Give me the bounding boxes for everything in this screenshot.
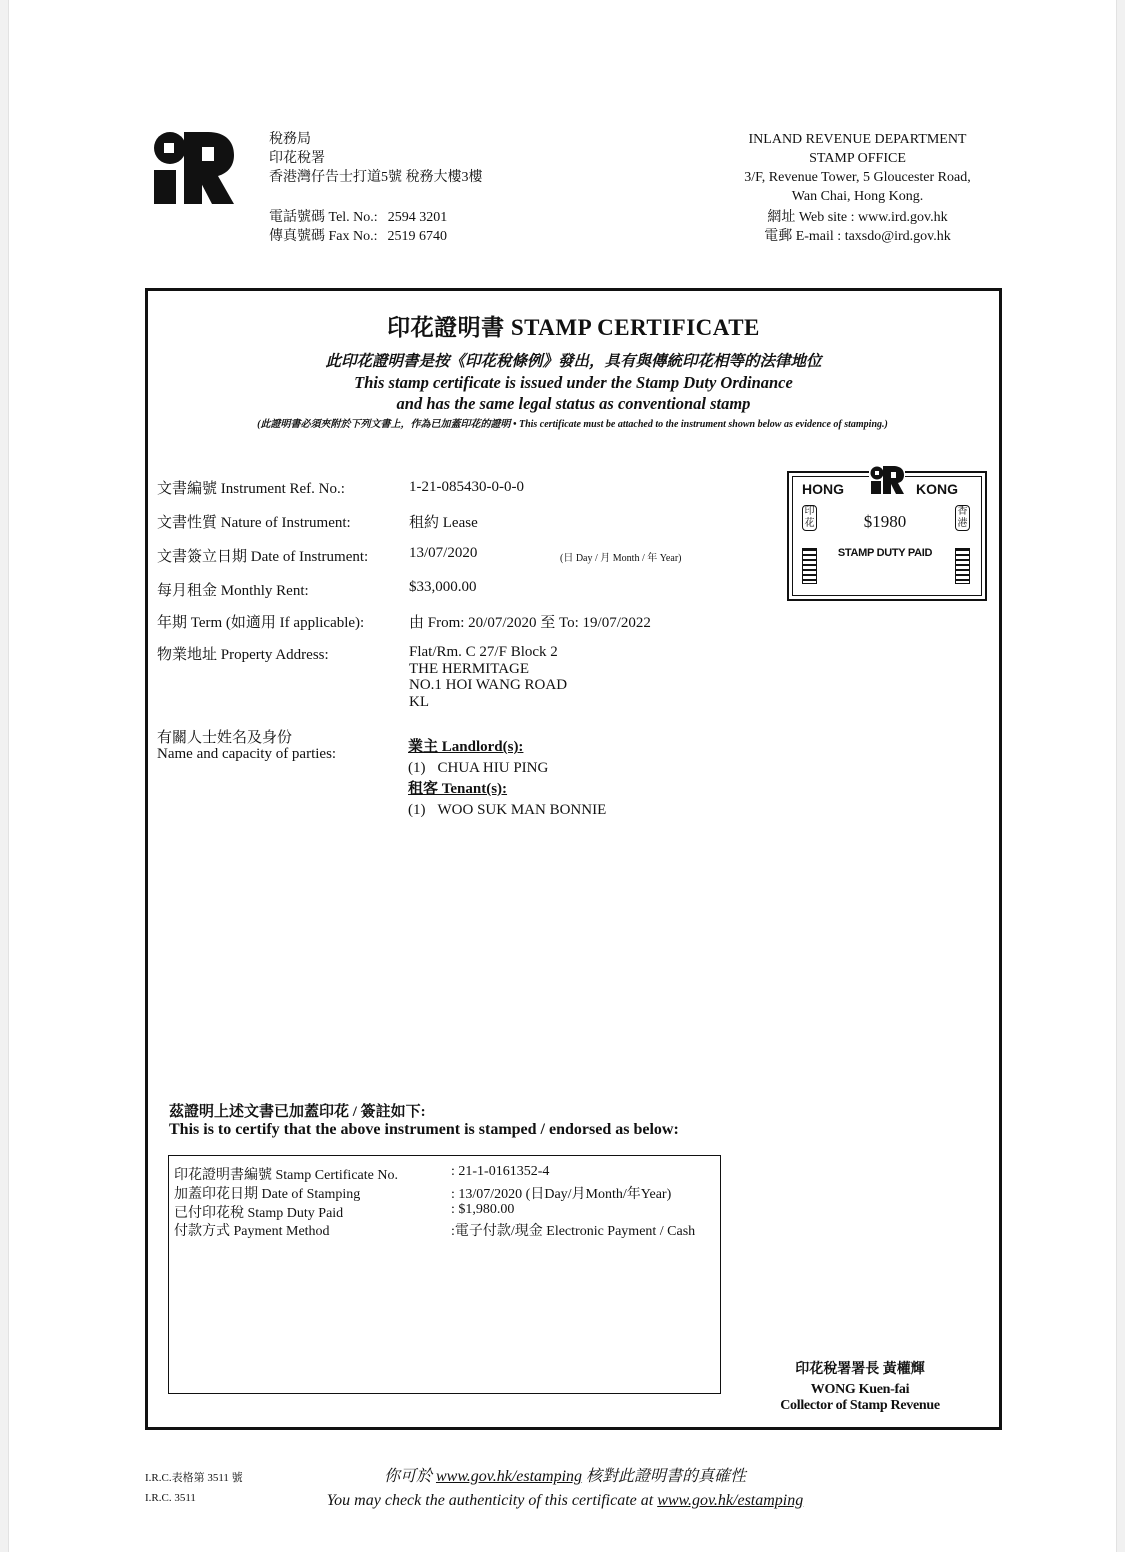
signatory <box>770 1382 950 1414</box>
tenant-item <box>408 800 618 821</box>
stamping-row-key: 付款方式 Payment Method <box>174 1224 330 1239</box>
date-format-hint: (日 Day / 月 Month / 年 Year) <box>560 553 682 564</box>
stamp-duty-paid-text: STAMP DUTY PAID <box>837 547 933 559</box>
stamping-row-key: 加蓋印花日期 Date of Stamping <box>174 1187 361 1202</box>
office-address-cn <box>269 130 483 187</box>
office-line: Wan Chai, Hong Kong. <box>791 189 924 204</box>
stamping-row-value: : $1,980.00 <box>451 1202 515 1217</box>
stamp-pattern-right <box>955 548 970 584</box>
landlord-index: (1) <box>408 760 426 776</box>
certificate-title: 印花證明書 STAMP CERTIFICATE <box>387 315 760 340</box>
stamping-row-key: 已付印花稅 Stamp Duty Paid <box>174 1206 344 1221</box>
rent-value: $33,000.00 <box>409 579 477 595</box>
office-line: 印花稅署 <box>269 151 325 166</box>
subtitle-en <box>145 372 1002 414</box>
office-line: 香港灣仔告士打道5號 稅務大樓3樓 <box>269 170 483 185</box>
stamp-kong: KONG <box>916 481 958 497</box>
authenticity-note-cn <box>200 1465 930 1489</box>
authenticity-note-en <box>200 1489 930 1513</box>
authenticity-note <box>200 1465 930 1513</box>
landlord-name: CHUA HIU PING <box>437 760 549 776</box>
signatory-name: WONG Kuen-fai <box>810 1382 910 1397</box>
stamping-row-value: : 13/07/2020 (日Day/月Month/年Year) <box>451 1187 672 1202</box>
certify-heading-en: This is to certify that the above instrument is stamped / endorsed as below: <box>169 1121 679 1138</box>
term-label: 年期 Term (如適用 If applicable): <box>157 615 365 631</box>
subtitle-en-line: This stamp certificate is issued under the Stamp Duty Ordinance <box>354 373 793 392</box>
stamping-row-value: :電子付款/現金 Electronic Payment / Cash <box>451 1224 696 1239</box>
email: 電郵 E-mail : taxsdo@ird.gov.hk <box>764 229 951 244</box>
subtitle-cn: 此印花證明書是按《印花稅條例》發出，具有與傳統印花相等的法律地位 <box>325 353 822 370</box>
address-label: 物業地址 Property Address: <box>157 647 329 663</box>
nature-label: 文書性質 Nature of Instrument: <box>157 515 351 531</box>
stamp-seal-left: 印花 <box>802 505 817 531</box>
stamp-seal-right: 香港 <box>955 505 970 531</box>
estamping-link[interactable]: www.gov.hk/estamping <box>657 1492 804 1509</box>
subtitle-en-line: and has the same legal status as conventional stamp <box>396 394 751 413</box>
office-address-en <box>715 130 1000 206</box>
date-value: 13/07/2020 <box>409 545 478 561</box>
office-line: STAMP OFFICE <box>809 151 906 166</box>
fax-label: 傳真號碼 Fax No.: <box>269 229 378 244</box>
estamping-link[interactable]: www.gov.hk/estamping <box>435 1468 583 1485</box>
page-edge-right <box>1116 0 1125 1552</box>
stamping-row-key: 印花證明書編號 Stamp Certificate No. <box>174 1168 398 1183</box>
landlord-item <box>408 758 618 779</box>
authenticity-text: You may check the authenticity of this certificate at <box>326 1492 658 1509</box>
stamp-amount: $1980 <box>863 512 907 531</box>
office-line: 稅務局 <box>269 132 311 147</box>
website: 網址 Web site : www.ird.gov.hk <box>767 210 948 225</box>
address-line: NO.1 HOI WANG ROAD <box>409 677 568 693</box>
landlord-role: 業主 Landlord(s): <box>408 739 524 755</box>
signatory-title: Collector of Stamp Revenue <box>780 1398 940 1413</box>
property-address <box>409 644 567 710</box>
tel-value: 2594 3201 <box>387 210 448 225</box>
fax-value: 2519 6740 <box>387 229 447 244</box>
tenant-role: 租客 Tenant(s): <box>408 781 508 797</box>
address-line: Flat/Rm. C 27/F Block 2 <box>409 644 558 660</box>
stamp-pattern-left <box>802 548 817 584</box>
certify-heading-cn: 茲證明上述文書已加蓋印花 / 簽註如下: <box>169 1104 426 1120</box>
office-line: 3/F, Revenue Tower, 5 Gloucester Road, <box>744 170 971 185</box>
stamp-hong: HONG <box>802 481 844 497</box>
stamp-ird-logo-icon <box>869 465 905 495</box>
address-line: KL <box>409 693 429 710</box>
attachment-note: (此證明書必須夾附於下列文書上，作為已加蓋印花的證明 • This certificate must be attached to the instrument shown below as evidence of stamping.) <box>257 419 888 430</box>
authenticity-text: 核對此證明書的真確性 <box>582 1468 747 1485</box>
office-line: INLAND REVENUE DEPARTMENT <box>748 132 967 147</box>
authenticity-text: 你可於 <box>383 1468 436 1485</box>
parties-list <box>408 737 618 821</box>
office-web-contact <box>715 208 1000 246</box>
nature-value: 租約 Lease <box>409 515 478 531</box>
form-code-en: I.R.C. 3511 <box>145 1492 196 1504</box>
form-code-cn: I.R.C.表格第 3511 號 <box>145 1472 243 1484</box>
date-label: 文書簽立日期 Date of Instrument: <box>157 549 369 565</box>
instrument-ref-label: 文書編號 Instrument Ref. No.: <box>157 481 345 497</box>
stamping-row-value: : 21-1-0161352-4 <box>451 1164 550 1179</box>
address-line: THE HERMITAGE <box>409 660 530 677</box>
parties-label <box>157 730 336 762</box>
contact-numbers <box>269 208 447 246</box>
instrument-ref-value: 1-21-085430-0-0-0 <box>409 479 524 495</box>
page-edge-left <box>0 0 9 1552</box>
rent-label: 每月租金 Monthly Rent: <box>157 583 309 599</box>
term-value: 由 From: 20/07/2020 至 To: 19/07/2022 <box>409 615 651 631</box>
parties-label-en: Name and capacity of parties: <box>157 746 337 762</box>
signatory-cn: 印花稅署署長 黃權輝 <box>795 1362 925 1377</box>
tel-label: 電話號碼 Tel. No.: <box>269 210 378 225</box>
tenant-index: (1) <box>408 802 426 818</box>
tenant-name: WOO SUK MAN BONNIE <box>437 802 607 818</box>
ird-logo-icon <box>150 128 234 206</box>
parties-label-cn: 有關人士姓名及身份 <box>157 730 293 746</box>
